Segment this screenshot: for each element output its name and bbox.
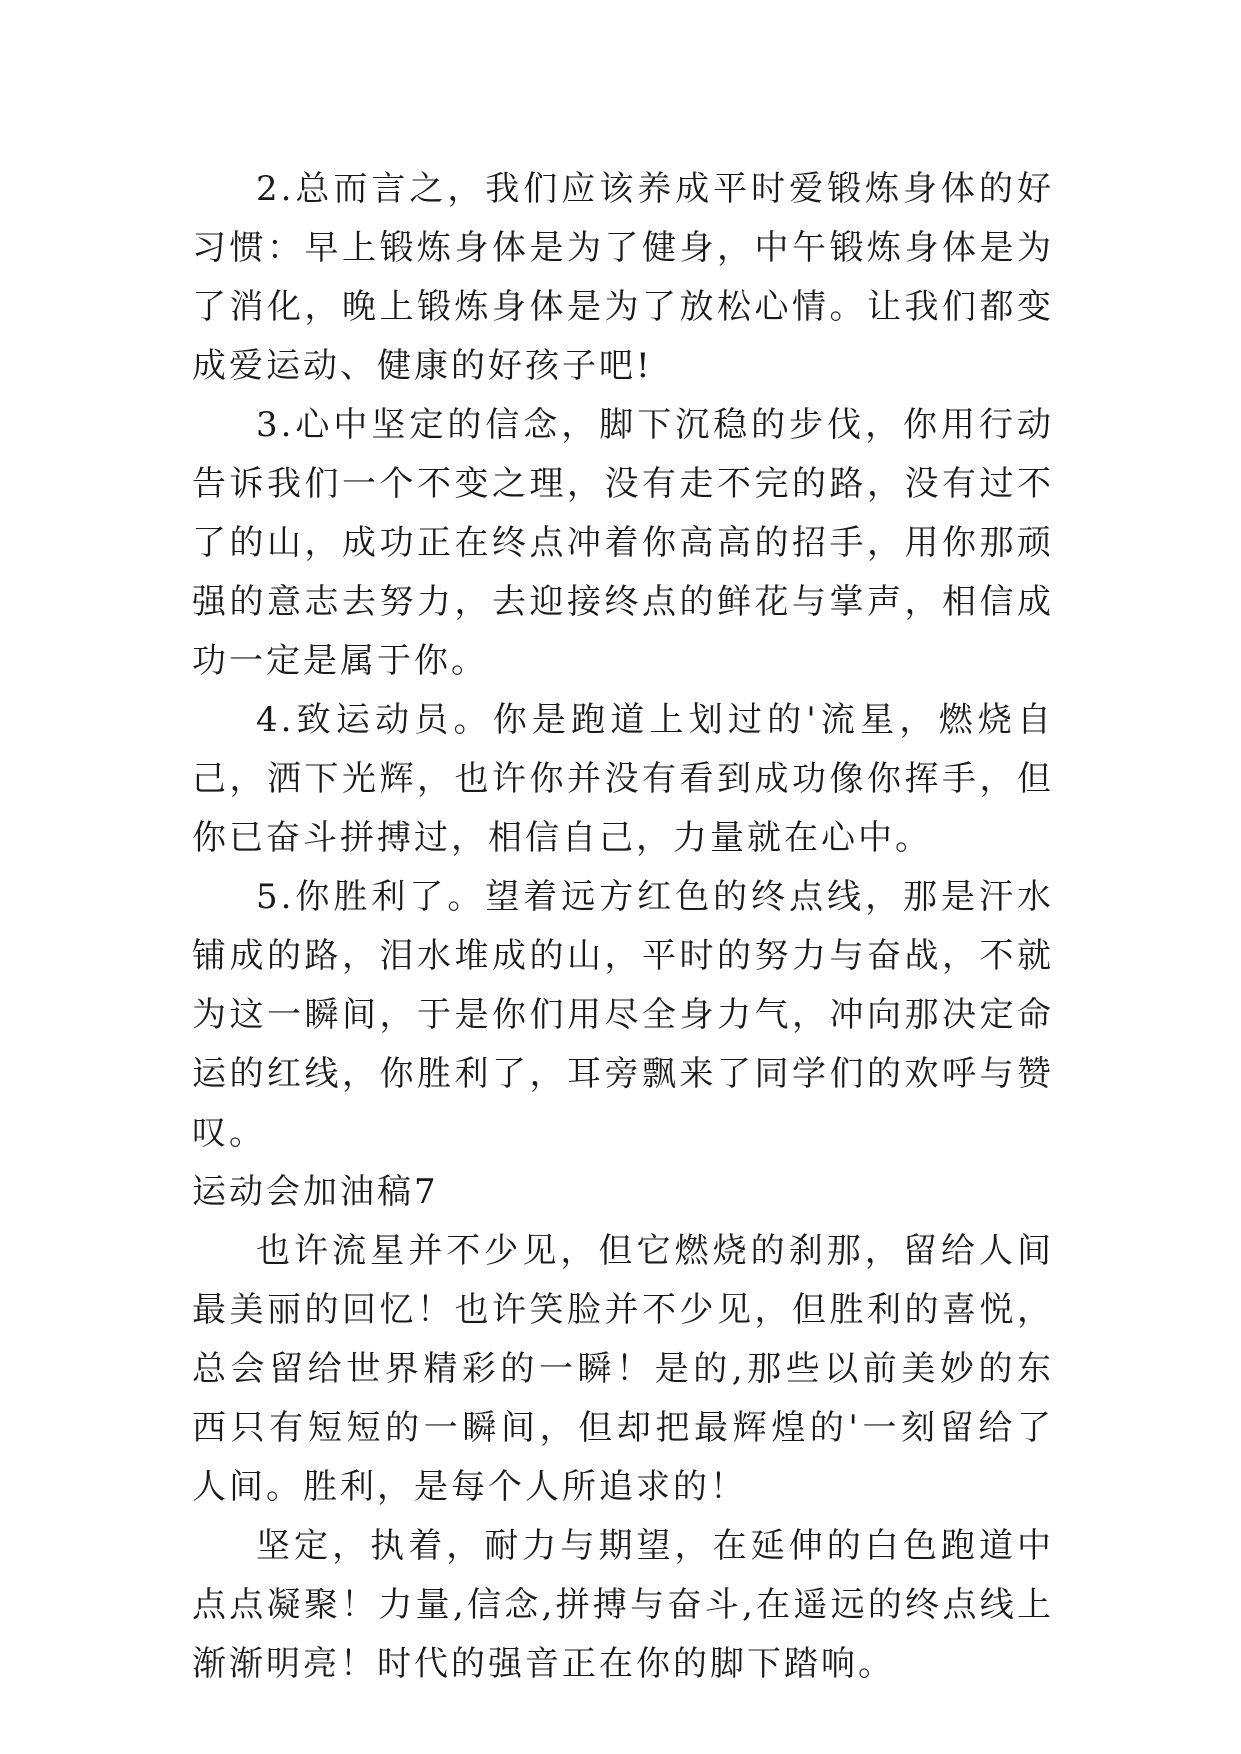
paragraph-3: 3.心中坚定的信念，脚下沉稳的步伐，你用行动告诉我们一个不变之理，没有走不完的路，没有过不了的山，成功正在终点冲着你高高的招手，用你那顽强的意志去努力，去迎接终点的鲜花与掌声，相信成功一定是属于你。 — [192, 405, 1054, 681]
paragraph-after-1: 也许流星并不少见，但它燃烧的刹那，留给人间最美丽的回忆！也许笑脸并不少见，但胜利的喜悦，总会留给世界精彩的一瞬！是的,那些以前美妙的东西只有短短的一瞬间，但却把最辉煌的'一刻留给了人间。胜利，是每个人所追求的！ — [192, 1231, 1054, 1507]
document-body — [192, 160, 1054, 1694]
paragraph-5: 5.你胜利了。望着远方红色的终点线，那是汗水铺成的路，泪水堆成的山，平时的努力与奋战，不就为这一瞬间，于是你们用尽全身力气，冲向那决定命运的红线，你胜利了，耳旁飘来了同学们的欢呼与赞叹。 — [192, 877, 1054, 1153]
paragraph-after-2: 坚定，执着，耐力与期望，在延伸的白色跑道中点点凝聚！力量,信念,拼搏与奋斗,在遥远的终点线上渐渐明亮！时代的强音正在你的脚下踏响。 — [192, 1526, 1054, 1684]
section-heading: 运动会加油稿7 — [192, 1172, 439, 1212]
paragraph-4: 4.致运动员。你是跑道上划过的'流星，燃烧自己，洒下光辉，也许你并没有看到成功像你挥手，但你已奋斗拼搏过，相信自己，力量就在心中。 — [192, 700, 1054, 858]
paragraph-2: 2.总而言之，我们应该养成平时爱锻炼身体的好习惯：早上锻炼身体是为了健身，中午锻炼身体是为了消化，晚上锻炼身体是为了放松心情。让我们都变成爱运动、健康的好孩子吧! — [192, 169, 1054, 386]
